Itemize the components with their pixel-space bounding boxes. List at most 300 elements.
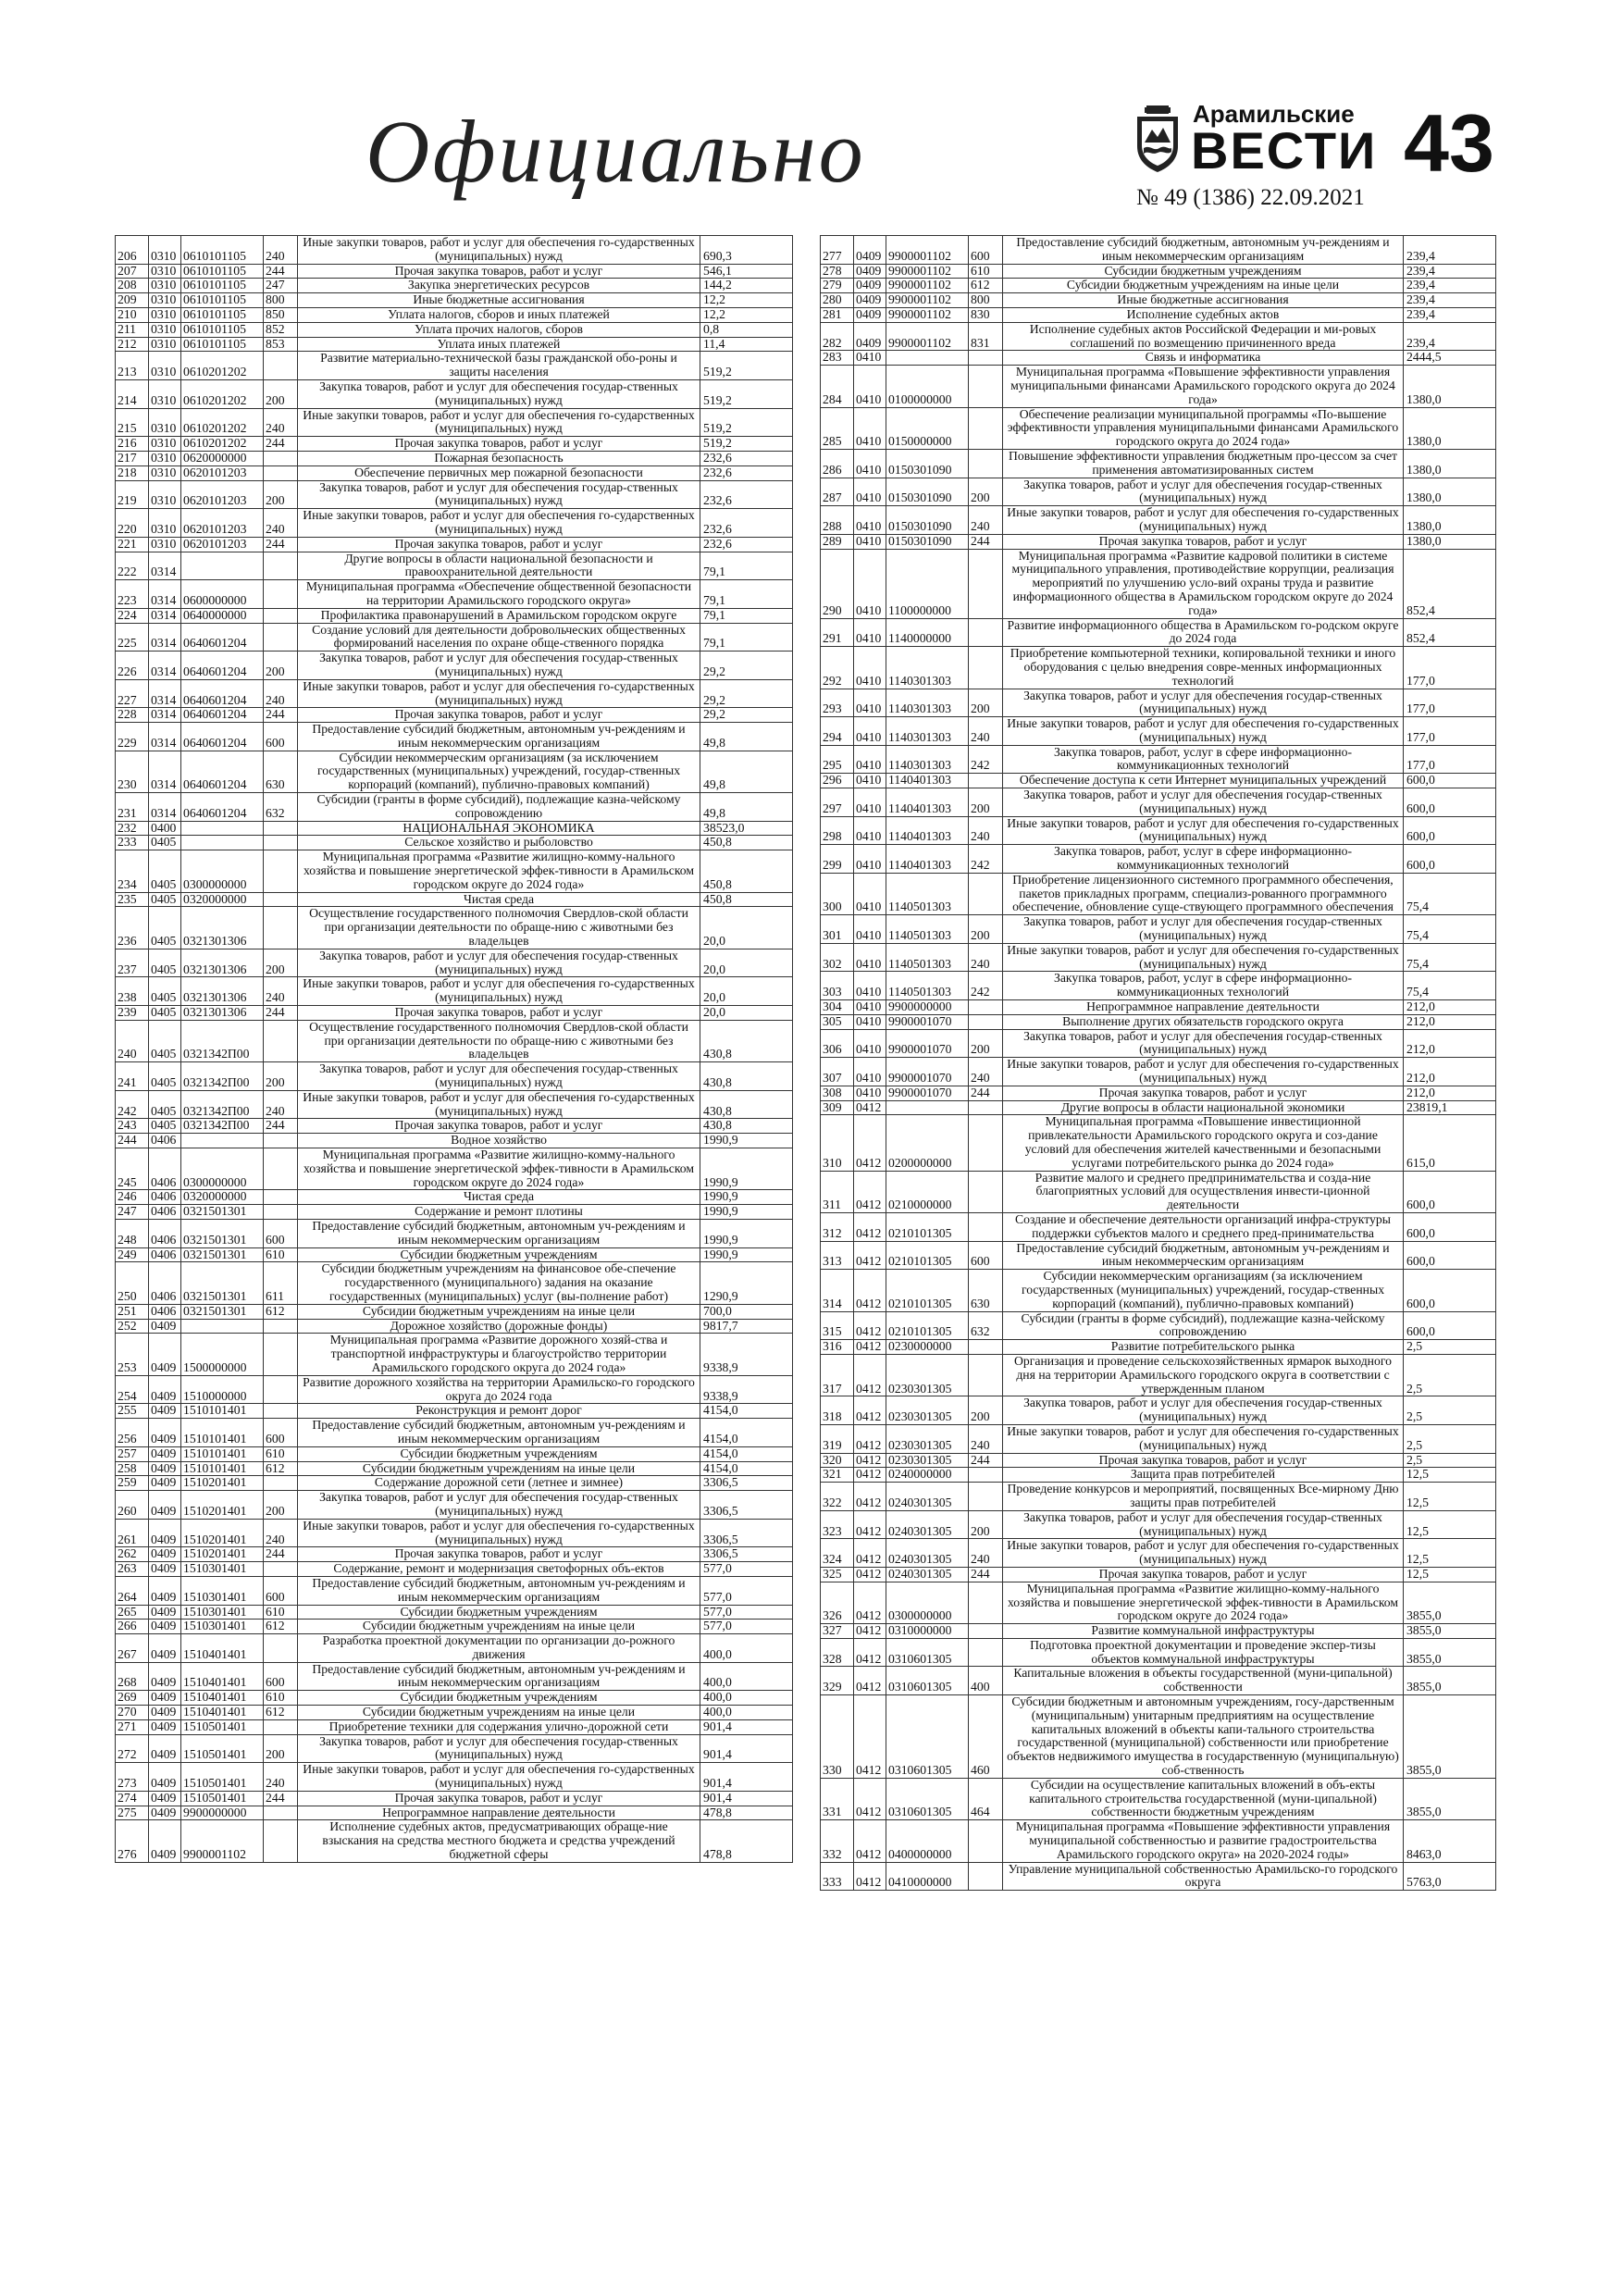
section-code: 0409 xyxy=(149,1662,181,1691)
item-name: Уплата налогов, сборов и иных платежей xyxy=(298,307,700,322)
expense-type: 244 xyxy=(264,1119,298,1134)
item-name: Предоставление субсидий бюджетным, автономным уч-реждениям и иным некоммерческим организациям xyxy=(298,1576,700,1605)
amount: 75,4 xyxy=(1404,972,1496,1000)
expense-type: 610 xyxy=(969,264,1003,279)
table-row xyxy=(116,408,793,437)
table-row xyxy=(821,1354,1496,1396)
target-article: 0150301090 xyxy=(886,449,969,478)
expense-type: 612 xyxy=(264,1461,298,1476)
section-code: 0410 xyxy=(854,366,886,407)
amount: 478,8 xyxy=(700,1820,793,1862)
expense-type: 464 xyxy=(969,1778,1003,1819)
section-code: 0409 xyxy=(149,1446,181,1461)
newspaper-logo xyxy=(1134,100,1378,183)
expense-type: 610 xyxy=(264,1691,298,1706)
item-name: Прочая закупка товаров, работ и услуг xyxy=(298,1791,700,1806)
section-code: 0405 xyxy=(149,836,181,850)
target-article: 1100000000 xyxy=(886,549,969,618)
expense-type: 630 xyxy=(969,1270,1003,1311)
section-code: 0410 xyxy=(854,534,886,549)
target-article: 0150301090 xyxy=(886,506,969,535)
row-number: 307 xyxy=(821,1058,854,1086)
row-number: 239 xyxy=(116,1006,149,1021)
item-name: Прочая закупка товаров, работ и услуг xyxy=(298,437,700,452)
amount: 29,2 xyxy=(700,652,793,680)
item-name: Предоставление субсидий бюджетным, автономным уч-реждениям и иным некоммерческим организациям xyxy=(298,723,700,751)
section-code: 0406 xyxy=(149,1134,181,1148)
section-code: 0405 xyxy=(149,892,181,907)
amount: 1990,9 xyxy=(700,1247,793,1262)
item-name: Предоставление субсидий бюджетным, автономным уч-реждениям и иным некоммерческим организациям xyxy=(1003,236,1404,265)
table-row xyxy=(116,465,793,480)
section-code: 0410 xyxy=(854,972,886,1000)
amount: 11,4 xyxy=(700,337,793,352)
target-article: 0610201202 xyxy=(181,379,264,408)
amount: 450,8 xyxy=(700,850,793,892)
table-row xyxy=(821,264,1496,279)
section-code: 0314 xyxy=(149,793,181,822)
target-article: 1140301303 xyxy=(886,717,969,746)
table-row xyxy=(821,1270,1496,1311)
expense-type: 200 xyxy=(264,1491,298,1520)
amount: 600,0 xyxy=(1404,1212,1496,1241)
target-article: 1510201401 xyxy=(181,1491,264,1520)
amount: 519,2 xyxy=(700,408,793,437)
row-number: 255 xyxy=(116,1404,149,1419)
item-name: Развитие малого и среднего предпринимательства и созда-ние благоприятных условий для осуществления инвести-ционной деятельности xyxy=(1003,1171,1404,1212)
row-number: 260 xyxy=(116,1491,149,1520)
section-code: 0310 xyxy=(149,293,181,308)
section-code: 0410 xyxy=(854,549,886,618)
row-number: 318 xyxy=(821,1396,854,1425)
row-number: 236 xyxy=(116,907,149,949)
table-row xyxy=(116,1491,793,1520)
section-code: 0409 xyxy=(854,322,886,351)
expense-type: 200 xyxy=(969,478,1003,506)
row-number: 276 xyxy=(116,1820,149,1862)
table-row xyxy=(116,451,793,465)
amount: 3306,5 xyxy=(700,1491,793,1520)
expense-type xyxy=(264,1476,298,1491)
amount: 1990,9 xyxy=(700,1190,793,1205)
amount: 600,0 xyxy=(1404,774,1496,788)
expense-type: 244 xyxy=(264,264,298,279)
amount: 700,0 xyxy=(700,1304,793,1319)
row-number: 230 xyxy=(116,751,149,792)
target-article: 1140000000 xyxy=(886,618,969,647)
item-name: Субсидии бюджетным учреждениям на иные цели xyxy=(298,1706,700,1720)
table-row xyxy=(116,552,793,580)
table-row xyxy=(821,1014,1496,1029)
table-row xyxy=(116,793,793,822)
section-code: 0409 xyxy=(149,1605,181,1620)
target-article: 0600000000 xyxy=(181,580,264,609)
expense-type: 242 xyxy=(969,972,1003,1000)
amount: 901,4 xyxy=(700,1763,793,1792)
target-article: 1510301401 xyxy=(181,1620,264,1634)
expense-type: 240 xyxy=(264,1763,298,1792)
target-article: 0610101105 xyxy=(181,264,264,279)
item-name: Иные закупки товаров, работ и услуг для обеспечения го-сударственных (муниципальных) нужд xyxy=(1003,943,1404,972)
section-code: 0409 xyxy=(149,1476,181,1491)
table-row xyxy=(116,1620,793,1634)
amount: 400,0 xyxy=(700,1634,793,1663)
target-article: 0200000000 xyxy=(886,1115,969,1171)
target-article: 0321342П00 xyxy=(181,1090,264,1119)
target-article: 1510000000 xyxy=(181,1375,264,1404)
row-number: 264 xyxy=(116,1576,149,1605)
expense-type xyxy=(264,1719,298,1734)
section-code: 0409 xyxy=(149,1491,181,1520)
budget-table-left xyxy=(115,235,793,1863)
expense-type xyxy=(264,1319,298,1334)
target-article: 0230301305 xyxy=(886,1453,969,1468)
table-row xyxy=(821,236,1496,265)
expense-type xyxy=(969,366,1003,407)
row-number: 266 xyxy=(116,1620,149,1634)
table-row xyxy=(821,1424,1496,1453)
amount: 212,0 xyxy=(1404,1086,1496,1100)
row-number: 220 xyxy=(116,509,149,538)
target-article: 1140501303 xyxy=(886,972,969,1000)
table-row xyxy=(821,873,1496,914)
expense-type xyxy=(264,623,298,652)
expense-type xyxy=(969,1115,1003,1171)
table-row xyxy=(116,1806,793,1820)
row-number: 241 xyxy=(116,1062,149,1091)
amount: 20,0 xyxy=(700,977,793,1006)
table-row xyxy=(116,1446,793,1461)
section-code: 0314 xyxy=(149,580,181,609)
item-name: Создание и обеспечение деятельности организаций инфра-структуры поддержки субъектов малого и среднего пред-принимательства xyxy=(1003,1212,1404,1241)
row-number: 210 xyxy=(116,307,149,322)
expense-type: 600 xyxy=(264,1419,298,1447)
table-row xyxy=(821,1567,1496,1582)
section-code: 0405 xyxy=(149,949,181,977)
row-number: 270 xyxy=(116,1706,149,1720)
amount: 20,0 xyxy=(700,1006,793,1021)
item-name: Чистая среда xyxy=(298,1190,700,1205)
expense-type: 610 xyxy=(264,1446,298,1461)
row-number: 221 xyxy=(116,537,149,552)
amount: 9338,9 xyxy=(700,1375,793,1404)
target-article: 0210101305 xyxy=(886,1241,969,1270)
target-article: 0410000000 xyxy=(886,1862,969,1891)
expense-type: 831 xyxy=(969,322,1003,351)
amount: 2,5 xyxy=(1404,1396,1496,1425)
item-name: Прочая закупка товаров, работ и услуг xyxy=(298,1547,700,1562)
amount: 577,0 xyxy=(700,1605,793,1620)
table-row xyxy=(116,264,793,279)
amount: 3855,0 xyxy=(1404,1778,1496,1819)
table-row xyxy=(821,1638,1496,1667)
expense-type xyxy=(264,907,298,949)
row-number: 269 xyxy=(116,1691,149,1706)
amount: 79,1 xyxy=(700,608,793,623)
amount: 9338,9 xyxy=(700,1334,793,1375)
expense-type xyxy=(264,1634,298,1663)
target-article: 1140501303 xyxy=(886,915,969,944)
section-code: 0314 xyxy=(149,623,181,652)
target-article: 1140301303 xyxy=(886,689,969,717)
row-number: 240 xyxy=(116,1020,149,1061)
section-code: 0310 xyxy=(149,337,181,352)
amount: 2,5 xyxy=(1404,1424,1496,1453)
table-row xyxy=(821,1862,1496,1891)
table-row xyxy=(821,407,1496,449)
amount: 1380,0 xyxy=(1404,534,1496,549)
expense-type: 240 xyxy=(264,408,298,437)
amount: 5763,0 xyxy=(1404,1862,1496,1891)
amount: 23819,1 xyxy=(1404,1100,1496,1115)
item-name: Иные закупки товаров, работ и услуг для обеспечения го-сударственных (муниципальных) нужд xyxy=(298,236,700,265)
target-article: 0321342П00 xyxy=(181,1020,264,1061)
row-number: 231 xyxy=(116,793,149,822)
section-code: 0412 xyxy=(854,1171,886,1212)
target-article: 0310000000 xyxy=(886,1624,969,1639)
row-number: 257 xyxy=(116,1446,149,1461)
row-number: 320 xyxy=(821,1453,854,1468)
item-name: Связь и информатика xyxy=(1003,351,1404,366)
row-number: 247 xyxy=(116,1205,149,1220)
amount: 450,8 xyxy=(700,892,793,907)
item-name: Прочая закупка товаров, работ и услуг xyxy=(298,264,700,279)
section-code: 0412 xyxy=(854,1212,886,1241)
expense-type xyxy=(969,549,1003,618)
section-code: 0409 xyxy=(149,1547,181,1562)
row-number: 279 xyxy=(821,279,854,293)
table-row xyxy=(821,1778,1496,1819)
row-number: 309 xyxy=(821,1100,854,1115)
section-code: 0410 xyxy=(854,618,886,647)
amount: 3855,0 xyxy=(1404,1582,1496,1623)
section-code: 0310 xyxy=(149,480,181,509)
row-number: 222 xyxy=(116,552,149,580)
section-code: 0406 xyxy=(149,1205,181,1220)
item-name: Иные бюджетные ассигнования xyxy=(298,293,700,308)
amount: 430,8 xyxy=(700,1062,793,1091)
target-article: 0230301305 xyxy=(886,1396,969,1425)
expense-type: 240 xyxy=(969,1539,1003,1568)
table-row xyxy=(821,647,1496,689)
item-name: Иные закупки товаров, работ и услуг для обеспечения го-сударственных (муниципальных) нужд xyxy=(1003,816,1404,845)
amount: 12,5 xyxy=(1404,1483,1496,1511)
expense-type xyxy=(264,1148,298,1190)
section-code: 0409 xyxy=(149,1763,181,1792)
section-code: 0310 xyxy=(149,279,181,293)
row-number: 282 xyxy=(821,322,854,351)
target-article: 9900001070 xyxy=(886,1058,969,1086)
row-number: 314 xyxy=(821,1270,854,1311)
item-name: Прочая закупка товаров, работ и услуг xyxy=(1003,1567,1404,1582)
target-article: 9900001102 xyxy=(886,307,969,322)
section-code: 0409 xyxy=(854,293,886,308)
expense-type: 200 xyxy=(969,788,1003,817)
section-code: 0314 xyxy=(149,652,181,680)
target-article: 0240301305 xyxy=(886,1539,969,1568)
row-number: 234 xyxy=(116,850,149,892)
expense-type: 240 xyxy=(264,1519,298,1547)
section-code: 0405 xyxy=(149,1006,181,1021)
row-number: 321 xyxy=(821,1468,854,1483)
amount: 4154,0 xyxy=(700,1419,793,1447)
target-article: 1510501401 xyxy=(181,1719,264,1734)
section-code: 0410 xyxy=(854,943,886,972)
amount: 79,1 xyxy=(700,623,793,652)
table-row xyxy=(116,1734,793,1763)
target-article: 0620101203 xyxy=(181,509,264,538)
target-article: 1510301401 xyxy=(181,1562,264,1577)
amount: 79,1 xyxy=(700,580,793,609)
section-code: 0410 xyxy=(854,1058,886,1086)
item-name: Непрограммное направление деятельности xyxy=(1003,1000,1404,1015)
item-name: Субсидии на осуществление капитальных вложений в объ-екты капитального строительства государственной (муни-ципальной) собственности бюджетным учреждениям xyxy=(1003,1778,1404,1819)
target-article: 0321342П00 xyxy=(181,1119,264,1134)
target-article: 0310601305 xyxy=(886,1667,969,1695)
table-row xyxy=(821,322,1496,351)
amount: 901,4 xyxy=(700,1734,793,1763)
target-article: 1510201401 xyxy=(181,1519,264,1547)
item-name: Закупка товаров, работ и услуг для обеспечения государ-ственных (муниципальных) нужд xyxy=(1003,1029,1404,1058)
section-code: 0409 xyxy=(149,1404,181,1419)
target-article xyxy=(886,351,969,366)
row-number: 313 xyxy=(821,1241,854,1270)
item-name: Водное хозяйство xyxy=(298,1134,700,1148)
target-article: 9900001070 xyxy=(886,1086,969,1100)
row-number: 275 xyxy=(116,1806,149,1820)
section-code: 0412 xyxy=(854,1695,886,1779)
expense-type: 240 xyxy=(264,977,298,1006)
row-number: 268 xyxy=(116,1662,149,1691)
target-article: 1500000000 xyxy=(181,1334,264,1375)
section-code: 0412 xyxy=(854,1483,886,1511)
expense-type: 244 xyxy=(264,1006,298,1021)
amount: 12,2 xyxy=(700,293,793,308)
target-article: 0610101105 xyxy=(181,279,264,293)
amount: 239,4 xyxy=(1404,322,1496,351)
amount: 232,6 xyxy=(700,537,793,552)
expense-type: 200 xyxy=(264,480,298,509)
row-number: 285 xyxy=(821,407,854,449)
expense-type xyxy=(969,407,1003,449)
target-article: 0321501301 xyxy=(181,1304,264,1319)
target-article: 1510301401 xyxy=(181,1576,264,1605)
amount: 1990,9 xyxy=(700,1148,793,1190)
target-article: 0230301305 xyxy=(886,1354,969,1396)
target-article: 0300000000 xyxy=(181,850,264,892)
item-name: Субсидии некоммерческим организациям (за исключением государственных (муниципальных) учреждений, государ-ственных корпораций (компаний), публично-правовых компаний) xyxy=(298,751,700,792)
section-code: 0400 xyxy=(149,821,181,836)
item-name: Субсидии бюджетным учреждениям xyxy=(298,1691,700,1706)
table-row xyxy=(821,293,1496,308)
budget-table-right xyxy=(820,235,1496,1891)
row-number: 325 xyxy=(821,1567,854,1582)
expense-type: 460 xyxy=(969,1695,1003,1779)
table-row xyxy=(821,1241,1496,1270)
expense-type xyxy=(969,1820,1003,1862)
table-row xyxy=(821,1311,1496,1340)
table-row xyxy=(116,1262,793,1304)
section-code: 0310 xyxy=(149,465,181,480)
target-article: 1510101401 xyxy=(181,1461,264,1476)
target-article: 1140301303 xyxy=(886,647,969,689)
target-article: 0640601204 xyxy=(181,793,264,822)
section-code: 0412 xyxy=(854,1424,886,1453)
amount: 1990,9 xyxy=(700,1205,793,1220)
table-row xyxy=(116,1119,793,1134)
table-row xyxy=(116,307,793,322)
section-code: 0406 xyxy=(149,1190,181,1205)
table-row xyxy=(821,279,1496,293)
item-name: Обеспечение первичных мер пожарной безопасности xyxy=(298,465,700,480)
amount: 29,2 xyxy=(700,679,793,708)
item-name: Субсидии бюджетным учреждениям на иные цели xyxy=(1003,279,1404,293)
table-row xyxy=(821,1468,1496,1483)
item-name: Иные закупки товаров, работ и услуг для обеспечения го-сударственных (муниципальных) нужд xyxy=(298,1519,700,1547)
section-code: 0409 xyxy=(149,1562,181,1577)
expense-type: 612 xyxy=(264,1706,298,1720)
expense-type xyxy=(264,1375,298,1404)
row-number: 312 xyxy=(821,1212,854,1241)
item-name: Уплата прочих налогов, сборов xyxy=(298,322,700,337)
section-code: 0409 xyxy=(149,1634,181,1663)
expense-type xyxy=(969,1624,1003,1639)
row-number: 252 xyxy=(116,1319,149,1334)
expense-type: 200 xyxy=(969,1029,1003,1058)
amount: 232,6 xyxy=(700,480,793,509)
expense-type: 200 xyxy=(969,689,1003,717)
table-row xyxy=(821,1483,1496,1511)
table-row xyxy=(116,1319,793,1334)
target-article: 0210000000 xyxy=(886,1171,969,1212)
item-name: Прочая закупка товаров, работ и услуг xyxy=(298,1006,700,1021)
row-number: 251 xyxy=(116,1304,149,1319)
target-article: 1140301303 xyxy=(886,745,969,774)
expense-type xyxy=(264,1020,298,1061)
row-number: 333 xyxy=(821,1862,854,1891)
row-number: 225 xyxy=(116,623,149,652)
row-number: 243 xyxy=(116,1119,149,1134)
expense-type xyxy=(969,1862,1003,1891)
row-number: 322 xyxy=(821,1483,854,1511)
section-code: 0412 xyxy=(854,1453,886,1468)
table-row xyxy=(821,1058,1496,1086)
item-name: Иные закупки товаров, работ и услуг для обеспечения го-сударственных (муниципальных) нужд xyxy=(1003,717,1404,746)
target-article: 1510501401 xyxy=(181,1734,264,1763)
target-article: 0610101105 xyxy=(181,337,264,352)
row-number: 249 xyxy=(116,1247,149,1262)
target-article: 0620101203 xyxy=(181,480,264,509)
target-article xyxy=(181,1319,264,1334)
target-article: 1510501401 xyxy=(181,1791,264,1806)
amount: 901,4 xyxy=(700,1719,793,1734)
section-code: 0412 xyxy=(854,1624,886,1639)
target-article: 0320000000 xyxy=(181,1190,264,1205)
row-number: 327 xyxy=(821,1624,854,1639)
item-name: Субсидии бюджетным учреждениям на иные цели xyxy=(298,1304,700,1319)
amount: 49,8 xyxy=(700,723,793,751)
table-row xyxy=(821,1624,1496,1639)
expense-type: 240 xyxy=(264,1090,298,1119)
table-row xyxy=(116,1461,793,1476)
section-code: 0409 xyxy=(149,1806,181,1820)
item-name: Закупка товаров, работ и услуг для обеспечения государ-ственных (муниципальных) нужд xyxy=(298,1062,700,1091)
section-code: 0409 xyxy=(149,1620,181,1634)
table-row xyxy=(116,907,793,949)
table-row xyxy=(116,1020,793,1061)
amount: 3306,5 xyxy=(700,1476,793,1491)
expense-type: 612 xyxy=(264,1304,298,1319)
